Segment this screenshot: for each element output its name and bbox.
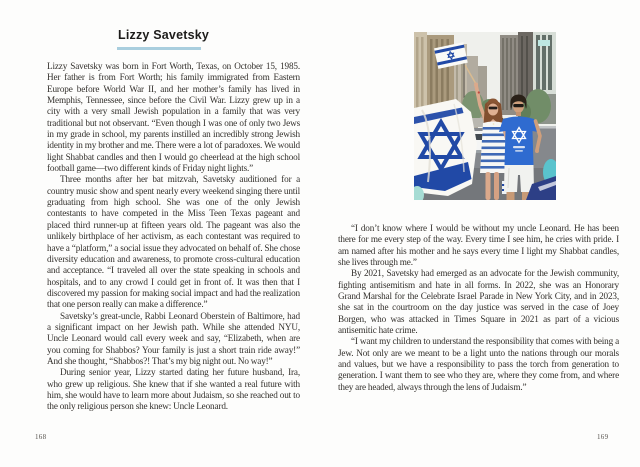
right-page-body — [338, 223, 619, 393]
foreground-israeli-flag — [414, 99, 477, 196]
page-number: 168 — [35, 433, 47, 441]
paragraph: During senior year, Lizzy started dating her future husband, Ira, who grew up religious. She knew that if she wanted a real future with him, she would have to learn more about Judaism, so she reached out to the only religious person she knew: Uncle Leonard. — [47, 367, 300, 412]
paragraph: Three months after her bat mitzvah, Savetsky auditioned for a country music show and spent nearly every weekend singing there until graduating from high school. She was one of the only Jewish contestants to have competed in the Miss Teen Texas pageant and placed third runner-up at fifteen years old. The pageant was also the unlikely birthplace of her activism, as each contestant was required to have a “platform,” a social issue they advocated on behalf of. She chose diversity education and awareness, to promote cross-cultural education and acceptance. “I traveled all over the state speaking in schools and hospitals, and to any crowd I could get in front of. It was then that I discovered my passion for making social impact and had the realization that one person really can make a difference.” — [47, 174, 300, 310]
paragraph: “I don’t know where I would be without my uncle Leonard. He has been there for me every step of the way. Every time I see him, he cries with pride. I am named after his mother and he says every time I light my Shabbat candles, she lives through me.” — [338, 223, 619, 268]
paragraph: Savetsky’s great-uncle, Rabbi Leonard Oberstein of Baltimore, had a significant impact on her Jewish path. While she attended NYU, Uncle Leonard would call every week and say, “Elizabeth, when are you coming for Shabbos? Your family is just a short train ride away!” And she thought, “Shabbos?! That’s my big night out. No way!” — [47, 310, 300, 366]
paragraph: Lizzy Savetsky was born in Fort Worth, Texas, on October 15, 1985. Her father is from Fort Worth; his family immigrated from Eastern Europe before World War II, and her mother’s family has lived in Memphis, Tennessee, since before the Civil War. Lizzy grew up in a city with a very small Jewish population in a family that was very traditional but not observant. “Even though I was one of only two Jews in my grade in school, my parents instilled an incredibly strong Jewish identity in my brother and me. There were a lot of paradoxes. We would light Shabbat candles and then I would go cheerlead at the high school football game—two different kinds of Friday night lights.” — [47, 61, 300, 174]
paragraph: By 2021, Savetsky had emerged as an advocate for the Jewish community, fighting antisemitism and hate in all forms. In 2022, she was an Honorary Grand Marshal for the Celebrate Israel Parade in New York City, and in 2023, she sat in the courtroom on the day justice was served in the case of Joey Borgen, who was attacked in Times Square in 2021 as part of a vicious antisemitic hate crime. — [338, 268, 619, 336]
paragraph: “I want my children to understand the responsibility that comes with being a Jew. Not only are we meant to be a light unto the nations through our morals and values, but we have a responsibility to pass the torch from generation to generation. I want them to see who they are, where they come from, and where they are headed, always through the lens of Judaism.” — [338, 336, 619, 392]
chapter-title: Lizzy Savetsky — [118, 28, 210, 42]
page-number: 169 — [597, 433, 609, 441]
parade-photo — [414, 32, 556, 200]
